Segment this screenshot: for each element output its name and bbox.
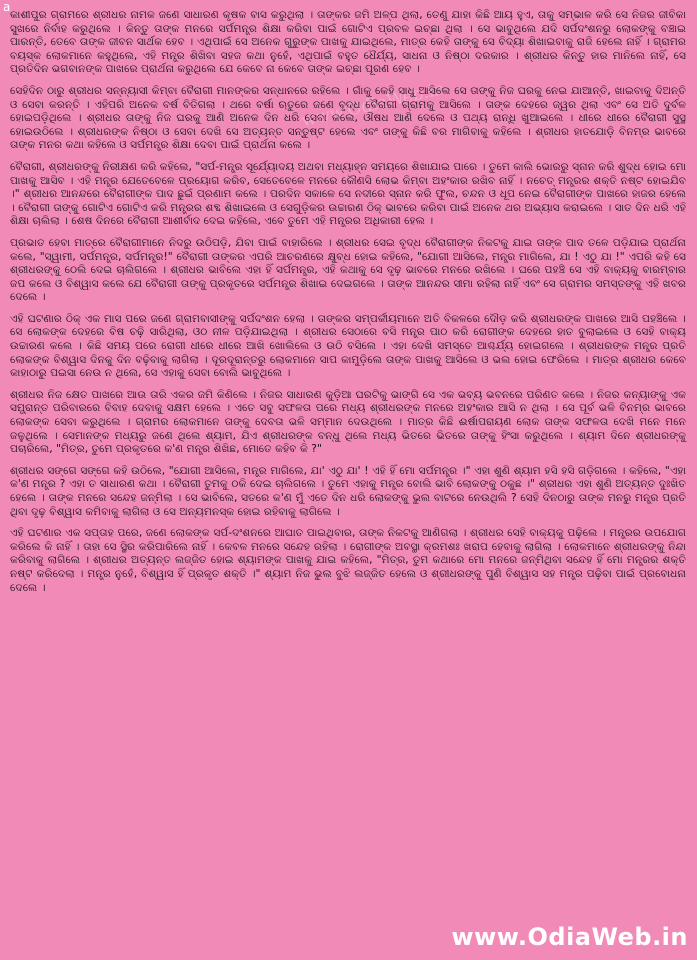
paragraph-4: ପ୍ରଭାତ ହେବା ମାତ୍ରେ ବୈରାଗୀମାନେ ନିଦରୁ ଉଠିପଡ଼ି, ଯିବା ପାଇଁ ବାହାରିଲେ । ଶ୍ରୀଧର ସେଇ ବୃଦ୍ଧ ବୈରାଗୀଙ୍କ ନିକଟକୁ ଯାଇ ତାଙ୍କ ପାଦ ତଳେ ପଡ଼ିଯାଇ ପ୍ରାର୍ଥନା କଲେ, "ସ୍ୱାମୀ, ସର୍ପମନ୍ତ୍ର, ସର୍ପମନ୍ତ୍ର!" ବୈରାଗୀ ତାଙ୍କର ଏପରି ଆଚରଣରେ କ୍ଷୁବ୍ଧ ହୋଇ କହିଲେ, "ଯୋଗୀ ଆସିଲେ, ମନ୍ତ୍ର ମାଗିଲେ, ଯା ! ଏଠୁ ଯା !" ଏପରି କହି ସେ ଶ୍ରୀଧରଙ୍କୁ ଠେଲି ଦେଇ ଚାଲିଗଲେ । ଶ୍ରୀଧର ଭାବିଲେ ଏହା ହିଁ ସର୍ପମନ୍ତ୍ର, ଏହି କଥାକୁ ସେ ଦୃଢ଼ ଭାବରେ ମନରେ ରଖିଲେ । ଘରେ ପହଞ୍ଚି ସେ ଏହି ବାକ୍ୟକୁ ବାରମ୍ବାର ଜପ କଲେ ଓ ବିଶ୍ୱାସ କଲେ ଯେ ବୈରାଗୀ ତାଙ୍କୁ ପ୍ରକୃତରେ ସର୍ପମନ୍ତ୍ର ଶିଖାଇ ଦେଇଗଲେ । ତାଙ୍କ ଆନନ୍ଦର ସୀମା ରହିଲା ନାହିଁ ଏବଂ ସେ ଗ୍ରାମର ସମସ୍ତଙ୍କୁ ଏହି ଖବର ଦେଲେ । xyxy=(10,235,686,304)
paragraph-5: ଏହି ଘଟଣାର ଠିକ୍ ଏକ ମାସ ପରେ ଜଣେ ଗ୍ରାମବାସୀଙ୍କୁ ସର୍ପଦଂଶନ ହେଲା । ତାଙ୍କର ସମ୍ପର୍କୀୟମାନେ ଅତି ବିକଳରେ ଦୌଡ଼ କରି ଶ୍ରୀଧରଙ୍କ ପାଖରେ ଆସି ପହଞ୍ଚିଲେ । ସେ ଲୋକଙ୍କ ଦେହରେ ବିଷ ଚଢ଼ି ସାରିଥିଲା, ଓଠ ନୀଳ ପଡ଼ିଯାଇଥିଲା । ଶ୍ରୀଧର ସେଠାରେ ବସି ମନ୍ତ୍ର ପାଠ କରି ରୋଗୀଙ୍କ ଦେହରେ ହାତ ବୁଲାଇଲେ ଓ ସେହି ବାକ୍ୟ ଉଚ୍ଚାରଣ କଲେ । କିଛି ସମୟ ପରେ ରୋଗୀ ଧୀରେ ଧୀରେ ଆଖି ଖୋଲିଲେ ଓ ଉଠି ବସିଲେ । ଏହା ଦେଖି ସମସ୍ତେ ଆଶ୍ଚର୍ଯ୍ୟ ହୋଇଗଲେ । ଶ୍ରୀଧରଙ୍କ ମନ୍ତ୍ର ପ୍ରତି ଲୋକଙ୍କ ବିଶ୍ୱାସ ଦିନକୁ ଦିନ ବଢ଼ିବାକୁ ଲାଗିଲା । ଦୂରଦୂରାନ୍ତରୁ ଲୋକମାନେ ସାପ କାମୁଡ଼ିଲେ ତାଙ୍କ ପାଖକୁ ଆସିଲେ ଓ ଭଲ ହୋଇ ଫେରିଲେ । ମାତ୍ର ଶ୍ରୀଧର କେବେ କାହାଠାରୁ ପଇସା ନେଉ ନ ଥିଲେ, ସେ ଏହାକୁ ସେବା ବୋଲି ଭାବୁଥିଲେ । xyxy=(10,311,686,380)
paragraph-6: ଶ୍ରୀଧର ନିଜ କ୍ଷେତ ପାଖରେ ଆଉ ତାରି ଏକର ଜମି କିଣିଲେ । ନିଜର ସାଧାରଣ କୁଡ଼ିଆ ଘରଟିକୁ ଭାଙ୍ଗି ସେ ଏକ ଭବ୍ୟ ଭବନରେ ପରିଣତ କଲେ । ନିଜର କନ୍ୟାଙ୍କୁ ଏକ ସମ୍ଭ୍ରାନ୍ତ ପରିବାରରେ ବିବାହ ଦେବାକୁ ସକ୍ଷମ ହେଲେ । ଏତେ ସବୁ ସଫଳତା ପରେ ମଧ୍ୟ ଶ୍ରୀଧରଙ୍କ ମନରେ ଅହଂକାର ଆସି ନ ଥିଲା । ସେ ପୂର୍ବ ଭଳି ବିନମ୍ର ଭାବରେ ଲୋକଙ୍କ ସେବା କରୁଥିଲେ । ଗ୍ରାମର ଲୋକମାନେ ତାଙ୍କୁ ଦେବତା ଭଳି ସମ୍ମାନ ଦେଉଥିଲେ । ମାତ୍ର କିଛି ଈର୍ଷାପରାୟଣ ଲୋକ ତାଙ୍କ ସଫଳତା ଦେଖି ମନେ ମନେ ଜଳୁଥିଲେ । ସେମାନଙ୍କ ମଧ୍ୟରୁ ଜଣେ ଥିଲେ ଶ୍ୟାମ, ଯିଏ ଶ୍ରୀଧରଙ୍କ ବନ୍ଧୁ ଥିଲେ ମଧ୍ୟ ଭିତରେ ଭିତରେ ତାଙ୍କୁ ହିଂସା କରୁଥିଲେ । ଶ୍ୟାମ ଦିନେ ଶ୍ରୀଧରଙ୍କୁ ପଚାରିଲେ, "ମିତ୍ର, ତୁମେ ପ୍ରକୃତରେ କ'ଣ ମନ୍ତ୍ର ଶିଖିଛ, ମୋତେ କହିବ କି ?" xyxy=(10,387,686,456)
watermark: www.OdiaWeb.in xyxy=(299,78,447,132)
paragraph-3: ବୈରାଗୀ, ଶ୍ରୀଧରଙ୍କୁ ନିରୀକ୍ଷଣ କରି କହିଲେ, "ସର୍ପ-ମନ୍ତ୍ର ସୂର୍ଯ୍ୟୋଦୟ ଅଥବା ମଧ୍ୟାହ୍ନ ସମୟରେ ଶିଖାଯାଇ ପାରେ । ତୁମେ କାଲି ଭୋରରୁ ସ୍ନାନ କରି ଶୁଦ୍ଧ ହୋଇ ମୋ ପାଖକୁ ଆସିବ । ଏହି ମନ୍ତ୍ର ଯେତେବେଳେ ପ୍ରୟୋଗ କରିବ, ସେତେବେଳେ ମନରେ କୌଣସି ଲୋଭ କିମ୍ବା ଅହଂକାର ରଖିବ ନାହିଁ । ନଚେତ୍ ମନ୍ତ୍ରର ଶକ୍ତି ନଷ୍ଟ ହୋଇଯିବ ।" ଶ୍ରୀଧର ଆନନ୍ଦରେ ବୈରାଗୀଙ୍କ ପାଦ ଛୁଇଁ ପ୍ରଣାମ କଲେ । ପରଦିନ ସକାଳେ ସେ ନଦୀରେ ସ୍ନାନ କରି ଫୁଲ, ଚନ୍ଦନ ଓ ଧୂପ ନେଇ ବୈରାଗୀଙ୍କ ପାଖରେ ହାଜର ହେଲେ । ବୈରାଗୀ ତାଙ୍କୁ ଗୋଟିଏ ଗୋଟିଏ କରି ମନ୍ତ୍ରର ଶବ୍ଦ ଶିଖାଇଲେ ଓ ସେଗୁଡ଼ିକର ଉଚ୍ଚାରଣ ଠିକ୍ ଭାବରେ କରିବା ପାଇଁ ଅନେକ ଥର ଅଭ୍ୟାସ କରାଇଲେ । ସାତ ଦିନ ଧରି ଏହି ଶିକ୍ଷା ଚାଲିଲା । ଶେଷ ଦିନରେ ବୈରାଗୀ ଆଶୀର୍ବାଦ ଦେଇ କହିଲେ, ଏବେ ତୁମେ ଏହି ମନ୍ତ୍ରର ଅଧିକାରୀ ହେଲ । xyxy=(10,159,686,228)
paragraph-7: ଶ୍ରୀଧର ସଙ୍ଗେ ସଙ୍ଗେ କହି ଉଠିଲେ, "ଯୋଗୀ ଆସିଲେ, ମନ୍ତ୍ର ମାଗିଲେ, ଯା' ଏଠୁ ଯା' ! ଏହି ହିଁ ମୋ ସର୍ପମନ୍ତ୍ର ।" ଏହା ଶୁଣି ଶ୍ୟାମ ହସି ହସି ଗଡ଼ିଗଲେ । କହିଲେ, "ଏହା କ'ଣ ମନ୍ତ୍ର ? ଏହା ତ ସାଧାରଣ କଥା । ବୈରାଗୀ ତୁମକୁ ଠକି ଦେଇ ଚାଲିଗଲେ । ତୁମେ ଏହାକୁ ମନ୍ତ୍ର ବୋଲି ଭାବି ଲୋକଙ୍କୁ ଠକୁଛ ।" ଶ୍ରୀଧର ଏହା ଶୁଣି ଅତ୍ୟନ୍ତ ଦୁଃଖିତ ହେଲେ । ତାଙ୍କ ମନରେ ସନ୍ଦେହ ଜନ୍ମିଲା । ସେ ଭାବିଲେ, ସତରେ କ'ଣ ମୁଁ ଏତେ ଦିନ ଧରି ଲୋକଙ୍କୁ ଭୁଲ ବାଟରେ ନେଉଥିଲି ? ସେହି ଦିନଠାରୁ ତାଙ୍କ ମନରୁ ମନ୍ତ୍ର ପ୍ରତି ଥିବା ଦୃଢ଼ ବିଶ୍ୱାସ କମିବାକୁ ଲାଗିଲା ଓ ସେ ଅନ୍ୟମନସ୍କ ହୋଇ ରହିବାକୁ ଲାଗିଲେ । xyxy=(10,463,686,518)
story-body xyxy=(10,8,686,594)
paragraph-2: ସେହିଦିନ ଠାରୁ ଶ୍ରୀଧର ସନ୍ନ୍ୟାସୀ କିମ୍ବା ବୈରାଗୀ ମାନଙ୍କର ସନ୍ଧାନରେ ରହିଲେ । ଗାଁକୁ କେହି ସାଧୁ ଆସିଲେ ସେ ତାଙ୍କୁ ନିଜ ଘରକୁ ନେଇ ଯାଆନ୍ତି, ଖାଇବାକୁ ଦିଅନ୍ତି ଓ ସେବା କରନ୍ତି । ଏହିପରି ଅନେକ ବର୍ଷ ବିତିଗଲା । ଥରେ ବର୍ଷା ଋତୁରେ ଜଣେ ବୃଦ୍ଧ ବୈରାଗୀ ଗ୍ରାମକୁ ଆସିଲେ । ତାଙ୍କ ଦେହରେ ଜ୍ୱର ଥିଲା ଏବଂ ସେ ଅତି ଦୁର୍ବଳ ହୋଇପଡ଼ିଥିଲେ । ଶ୍ରୀଧର ତାଙ୍କୁ ନିଜ ଘରକୁ ଆଣି ଅନେକ ଦିନ ଧରି ସେବା କଲେ, ଔଷଧ ଆଣି ଦେଲେ ଓ ପଥ୍ୟ ରାନ୍ଧି ଖୁଆଇଲେ । ଧୀରେ ଧୀରେ ବୈରାଗୀ ସୁସ୍ଥ ହୋଇଉଠିଲେ । ଶ୍ରୀଧରଙ୍କ ନିଷ୍ଠା ଓ ସେବା ଦେଖି ସେ ଅତ୍ୟନ୍ତ ସନ୍ତୁଷ୍ଟ ହେଲେ ଏବଂ ତାଙ୍କୁ କିଛି ବର ମାଗିବାକୁ କହିଲେ । ଶ୍ରୀଧର ହାତଯୋଡ଼ି ବିନମ୍ର ଭାବରେ ତାଙ୍କ ମନର କଥା କହିଲେ ଓ ସର୍ପମନ୍ତ୍ର ଶିକ୍ଷା ଦେବା ପାଇଁ ପ୍ରାର୍ଥନା କଲେ । xyxy=(10,83,686,152)
footer-website-link[interactable]: www.OdiaWeb.in xyxy=(451,923,688,951)
paragraph-8: ଏହି ଘଟଣାର ଏକ ସପ୍ତାହ ପରେ, ଜଣେ ଲୋକଙ୍କ ସର୍ପ-ଦଂଶନରେ ଆଘାତ ପାଇଥିବାର, ତାଙ୍କ ନିକଟକୁ ଆଣିଗଲା । ଶ୍ରୀଧର ସେହି ବାକ୍ୟକୁ ପଢ଼ିଲେ । ମନ୍ତ୍ରର ଉପଯୋଗ କରିଲେ କି ନାହିଁ । ତାହା ସେ ସ୍ଥିର କରିପାରିଲେ ନାହିଁ । କେବଳ ମନରେ ସନ୍ଦେହ ରହିଲା । ରୋଗୀଙ୍କ ଅବସ୍ଥା କ୍ରମଶଃ ଖରାପ ହେବାକୁ ଲାଗିଲା । ଲୋକମାନେ ଶ୍ରୀଧରଙ୍କୁ ନିନ୍ଦା କରିବାକୁ ଲାଗିଲେ । ଶ୍ରୀଧର ଅତ୍ୟନ୍ତ ଲଜ୍ଜିତ ହୋଇ ଶ୍ୟାମଙ୍କ ପାଖକୁ ଯାଇ କହିଲେ, "ମିତ୍ର, ତୁମ କଥାରେ ମୋ ମନରେ ଜନ୍ମିଥିବା ସନ୍ଦେହ ହିଁ ମୋ ମନ୍ତ୍ରର ଶକ୍ତି ନଷ୍ଟ କରିଦେଲା । ମନ୍ତ୍ର ନୁହେଁ, ବିଶ୍ୱାସ ହିଁ ପ୍ରକୃତ ଶକ୍ତି ।" ଶ୍ୟାମ ନିଜ ଭୁଲ ବୁଝି ଲଜ୍ଜିତ ହେଲେ ଓ ଶ୍ରୀଧରଙ୍କୁ ପୁଣି ବିଶ୍ୱାସ ସହ ମନ୍ତ୍ର ପଢ଼ିବା ପାଇଁ ପ୍ରବୋଧନା ଦେଲେ । xyxy=(10,526,686,594)
corner-letter: a xyxy=(3,0,11,14)
paragraph-1: କାଶୀପୁର ଗ୍ରାମରେ ଶ୍ରୀଧର ନାମକ ଜଣେ ସାଧାରଣ କୃଷକ ବାସ କରୁଥିଲା । ତାଙ୍କର ଜମି ଅଳ୍ପ ଥିଲା, ତେଣୁ ଯାହା କିଛି ଆୟ ହୁଏ, ତାକୁ ସମ୍ଭାଳ କରି ସେ ନିଜର ଜୀବିକା ସୁଖରେ ନିର୍ବାହ କରୁଥିଲେ । କିନ୍ତୁ ତାଙ୍କ ମନରେ ସର୍ପମନ୍ତ୍ର ଶିକ୍ଷା କରିବା ପାଇଁ ଗୋଟିଏ ପ୍ରବଳ ଇଚ୍ଛା ଥିଲା । ସେ ଭାବୁଥିଲେ ଯଦି ସର୍ପଦଂଶନରୁ ଲୋକଙ୍କୁ ବଞ୍ଚାଇ ପାରନ୍ତି, ତେବେ ତାଙ୍କ ଜୀବନ ସାର୍ଥକ ହେବ । ଏଥିପାଇଁ ସେ ଅନେକ ଗୁରୁଙ୍କ ପାଖକୁ ଯାଇଥିଲେ, ମାତ୍ର କେହି ତାଙ୍କୁ ସେ ବିଦ୍ୟା ଶିଖାଇବାକୁ ରାଜି ହେଲେ ନାହିଁ । ଗ୍ରାମର ବୟସ୍କ ଲୋକମାନେ କହୁଥିଲେ, ଏହି ମନ୍ତ୍ର ଶିଖିବା ସହଜ କଥା ନୁହେଁ, ଏଥିପାଇଁ ବହୁତ ଧୈର୍ଯ୍ୟ, ସାଧନା ଓ ନିଷ୍ଠା ଦରକାର । ଶ୍ରୀଧର କିନ୍ତୁ ହାର ମାନିଲେ ନାହିଁ, ସେ ପ୍ରତିଦିନ ଭଗବାନଙ୍କ ପାଖରେ ପ୍ରାର୍ଥନା କରୁଥିଲେ ଯେ କେବେ ନା କେବେ ତାଙ୍କ ଇଚ୍ଛା ପୂରଣ ହେବ । xyxy=(10,8,686,76)
